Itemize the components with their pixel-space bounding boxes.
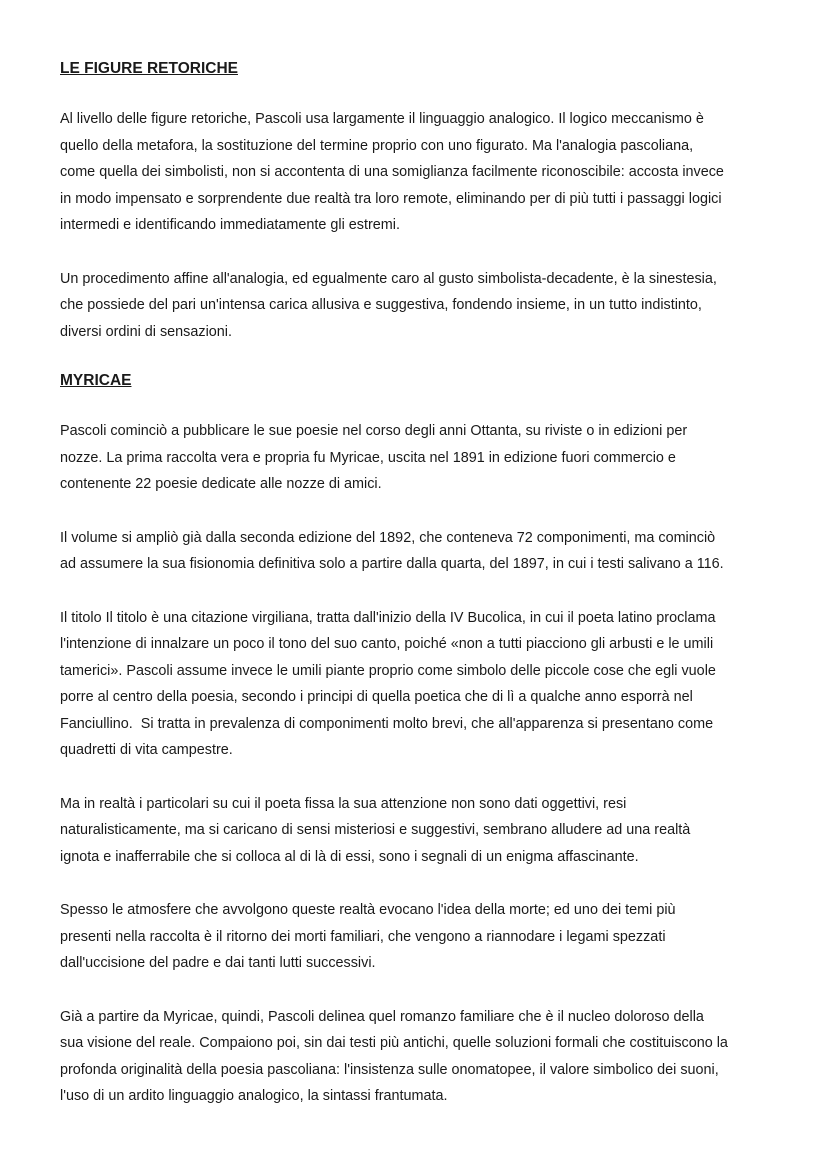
paragraph: Al livello delle figure retoriche, Pascoli usa largamente il linguaggio analogico. Il logico meccanismo è quello della metafora, la sostituzione del termine proprio con uno figurato. Ma l'analogia pascoliana, come quella dei simbolisti, non si accontenta di una somiglianza facilmente riconoscibile: accosta invece in modo impensato e sorprendente due realtà tra loro remote, eliminando per di più tutti i passaggi logici intermedi e identificando immediatamente gli estremi. — [60, 111, 724, 233]
paragraph: Pascoli cominciò a pubblicare le sue poesie nel corso degli anni Ottanta, su riviste o in edizioni per nozze. La prima raccolta vera e propria fu Myricae, uscita nel 1891 in edizione fuori commercio e contenente 22 poesie dedicate alle nozze di amici. — [60, 423, 688, 492]
paragraph: Un procedimento affine all'analogia, ed egualmente caro al gusto simbolista-decadente, è la sinestesia, che possiede del pari un'intensa carica allusiva e suggestiva, fondendo insieme, in un tutto indistinto, diversi ordini di sensazioni. — [60, 270, 717, 340]
section-heading-figure-retoriche: LE FIGURE RETORICHE — [60, 60, 238, 77]
paragraph: Spesso le atmosfere che avvolgono queste realtà evocano l'idea della morte; ed uno dei temi più presenti nella raccolta è il ritorno dei morti familiari, che vengono a riannodare i legami spezzati dall'uccisione del padre e dai tanti lutti successivi. — [60, 902, 676, 971]
paragraph: Ma in realtà i particolari su cui il poeta fissa la sua attenzione non sono dati oggettivi, resi naturalisticamente, ma si caricano di sensi misteriosi e suggestivi, sembrano alludere ad una realtà ignota e inafferrabile che si colloca al di là di essi, sono i segnali di un enigma affascinante. — [60, 795, 691, 865]
section-heading-myricae: MYRICAE — [60, 372, 132, 389]
paragraph: Il volume si ampliò già dalla seconda edizione del 1892, che conteneva 72 componimenti, ma cominciò ad assumere la sua fisionomia definitiva solo a partire dalla quarta, del 1897, in cui i testi salivano a 116. — [60, 529, 724, 572]
paragraph: Il titolo Il titolo è una citazione virgiliana, tratta dall'inizio della IV Bucolica, in cui il poeta latino proclama l'intenzione di innalzare un poco il tono del suo canto, poiché «non a tutti piacciono gli arbusti e le umili tamerici». Pascoli assume invece le umili piante proprio come simbolo delle piccole cose che egli vuole porre al centro della poesia, secondo i principi di quella poetica che di lì a qualche anno esporrà nel Fanciullino. Si tratta in prevalenza di componimenti molto brevi, che all'apparenza si presentano come quadretti di vita campestre. — [60, 609, 716, 758]
paragraph: Già a partire da Myricae, quindi, Pascoli delinea quel romanzo familiare che è il nucleo doloroso della sua visione del reale. Compaiono poi, sin dai testi più antichi, quelle soluzioni formali che costituiscono la profonda originalità della poesia pascoliana: l'insistenza sulle onomatopee, il valore simbolico dei suoni, l'uso di un ardito linguaggio analogico, la sintassi frantumata. — [60, 1008, 728, 1104]
document-page — [60, 58, 772, 1110]
